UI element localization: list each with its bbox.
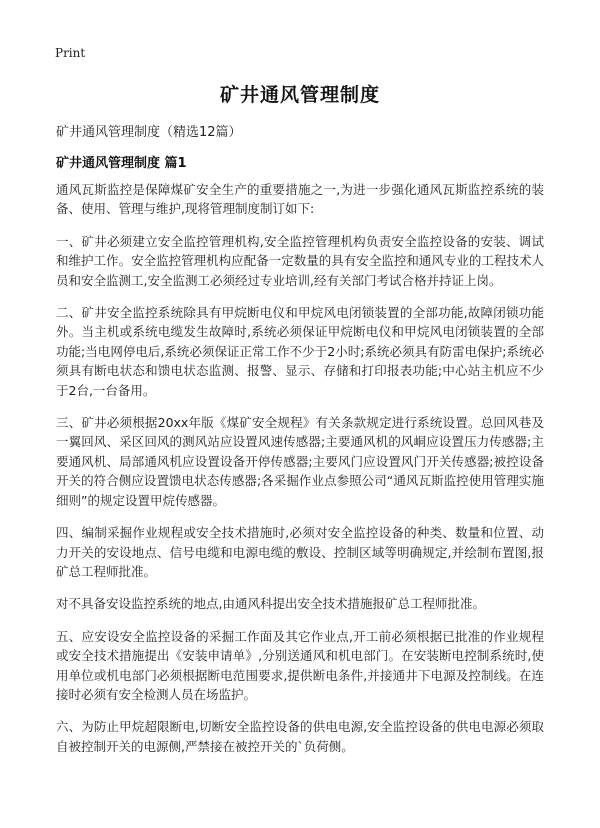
paragraph-item-4: 四、编制采掘作业规程或安全技术措施时,必须对安全监控设备的种类、数量和位置、动力开关的安设地点、信号电缆和电源电缆的敷设、控制区域等明确规定,并绘制布置图,报矿总工程师批准。	[56, 525, 544, 579]
document-subtitle: 矿井通风管理制度（精选12篇）	[56, 125, 242, 140]
section-heading: 矿井通风管理制度 篇1	[56, 156, 187, 171]
paragraph-intro: 通风瓦斯监控是保障煤矿安全生产的重要措施之一,为进一步强化通风瓦斯监控系统的装备、使用、管理与维护,现将管理制度制订如下:	[56, 182, 544, 217]
print-label: Print	[55, 46, 86, 60]
document-body	[56, 180, 544, 769]
paragraph-item-2: 二、矿井安全监控系统除具有甲烷断电仪和甲烷风电闭锁装置的全部功能,故障闭锁功能外。当主机或系统电缆发生故障时,系统必须保证甲烷断电仪和甲烷风电闭锁装置的全部功能;当电网停电后,系统必须保证正常工作不少于2小时;系统必须具有防雷电保护;系统必须具有断电状态和馈电状态监测、报警、显示、存储和打印报表功能;中心站主机应不少于2台,一台备用。	[56, 305, 544, 398]
paragraph-note: 对不具备安设监控系统的地点,由通风科提出安全技术措施报矿总工程师批准。	[56, 596, 485, 612]
paragraph-item-3: 三、矿井必须根据20xx年版《煤矿安全规程》有关条款规定进行系统设置。总回风巷及一翼回风、采区回风的测风站应设置风速传感器;主要通风机的风峒应设置压力传感器;主要通风机、局部通风机应设置设备开停传感器;主要风门应设置风门开关传感器;被控设备开关的符合侧应设置馈电状态传感器;各采掘作业点参照公司“通风瓦斯监控使用管理实施细则”的规定设置甲烷传感器。	[56, 415, 544, 508]
document-title: 矿井通风管理制度	[219, 84, 380, 106]
paragraph-item-1: 一、矿井必须建立安全监控管理机构,安全监控管理机构负责安全监控设备的安装、调试和维护工作。安全监控管理机构应配备一定数量的具有安全监控和通风专业的工程技术人员和安全监测工,安全监测工必须经过专业培训,经有关部门考试合格并持证上岗。	[56, 233, 544, 288]
paragraph-item-5: 五、应安设安全监控设备的采掘工作面及其它作业点,开工前必须根据已批准的作业规程或安全技术措施提出《安装申请单》,分别送通风和机电部门。在安装断电控制系统时,使用单位或机电部门必须根据断电范围要求,提供断电条件,并接通井下电源及控制线。在连接时必须有安全检测人员在场监护。	[56, 628, 544, 702]
paragraph-item-6: 六、为防止甲烷超限断电,切断安全监控设备的供电电源,安全监控设备的供电电源必须取自被控制开关的电源侧,严禁接在被控开关的`负荷侧。	[56, 719, 544, 754]
